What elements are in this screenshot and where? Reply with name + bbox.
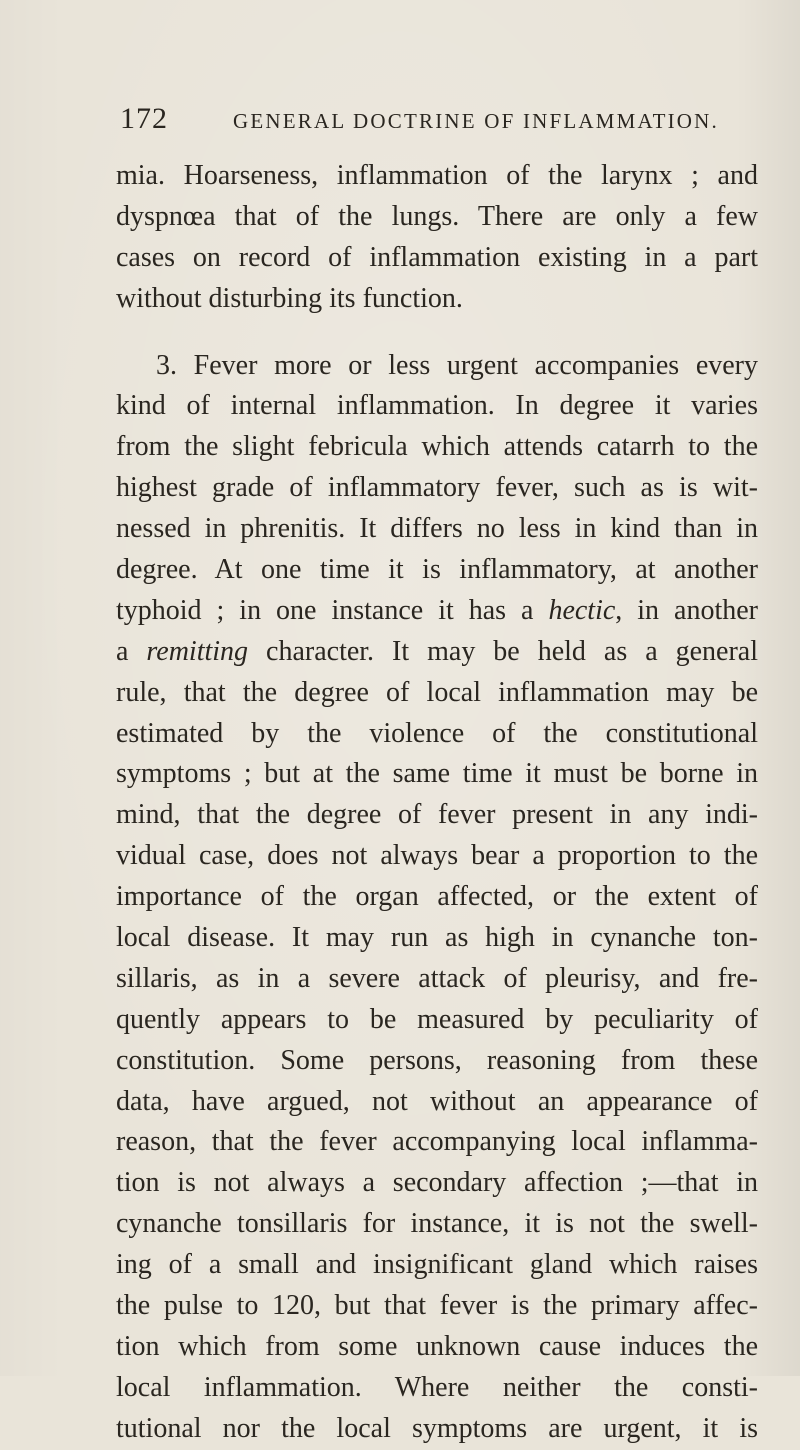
text-line: a remitting character. It may be held as a general [116, 635, 758, 667]
text-line: mia. Hoarseness, inflammation of the larynx ; and [116, 160, 758, 191]
text-line: dyspnœa that of the lungs. There are only a few [116, 200, 758, 232]
running-head: GENERAL DOCTRINE OF INFLAMMATION. [233, 109, 719, 133]
text-line: local inflammation. Where neither the consti- [116, 1371, 758, 1403]
text-line: quently appears to be measured by peculiarity of [116, 1003, 758, 1035]
page-header [116, 104, 756, 140]
text-line: tion is not always a secondary affection ;—that in [116, 1167, 758, 1199]
text-line: tutional nor the local symptoms are urgent, it is [116, 1412, 758, 1444]
text-line: symptoms ; but at the same time it must be borne in [116, 758, 758, 790]
text-line: vidual case, does not always bear a proportion to the [116, 840, 758, 872]
text-line: without disturbing its function. [116, 282, 463, 314]
text-line: cynanche tonsillaris for instance, it is not the swell- [116, 1208, 758, 1240]
text-line: typhoid ; in one instance it has a hectic, in another [116, 594, 758, 626]
text-line: importance of the organ affected, or the extent of [116, 881, 758, 913]
text-line: cases on record of inflammation existing in a part [116, 241, 758, 273]
text-line: mind, that the degree of fever present in any indi- [116, 799, 758, 831]
text-line: rule, that the degree of local inflammation may be [116, 676, 758, 708]
text-line: the pulse to 120, but that fever is the primary affec- [116, 1290, 758, 1322]
text-line: highest grade of inflammatory fever, such as is wit- [116, 472, 758, 504]
text-line: degree. At one time it is inflammatory, at another [116, 554, 758, 586]
text-line: constitution. Some persons, reasoning from these [116, 1044, 758, 1076]
paragraph-continuation [116, 156, 758, 320]
paragraph-gap [116, 320, 758, 346]
text-line: tion which from some unknown cause induces the [116, 1330, 758, 1362]
text-line: reason, that the fever accompanying local inflamma- [116, 1126, 758, 1158]
text-line: 3. Fever more or less urgent accompanies every [156, 349, 758, 381]
text-line: estimated by the violence of the constitutional [116, 717, 758, 749]
text-line: kind of internal inflammation. In degree it varies [116, 390, 758, 422]
body-text [116, 156, 758, 1450]
text-line: ing of a small and insignificant gland which raises [116, 1249, 758, 1281]
text-line: sillaris, as in a severe attack of pleurisy, and fre- [116, 962, 758, 994]
text-line: local disease. It may run as high in cynanche ton- [116, 922, 758, 954]
page-number: 172 [120, 102, 168, 135]
text-line: from the slight febricula which attends catarrh to the [116, 431, 758, 463]
text-line: nessed in phrenitis. It differs no less in kind than in [116, 513, 758, 545]
text-line: data, have argued, not without an appearance of [116, 1085, 758, 1117]
paragraph-fever [116, 346, 758, 1450]
